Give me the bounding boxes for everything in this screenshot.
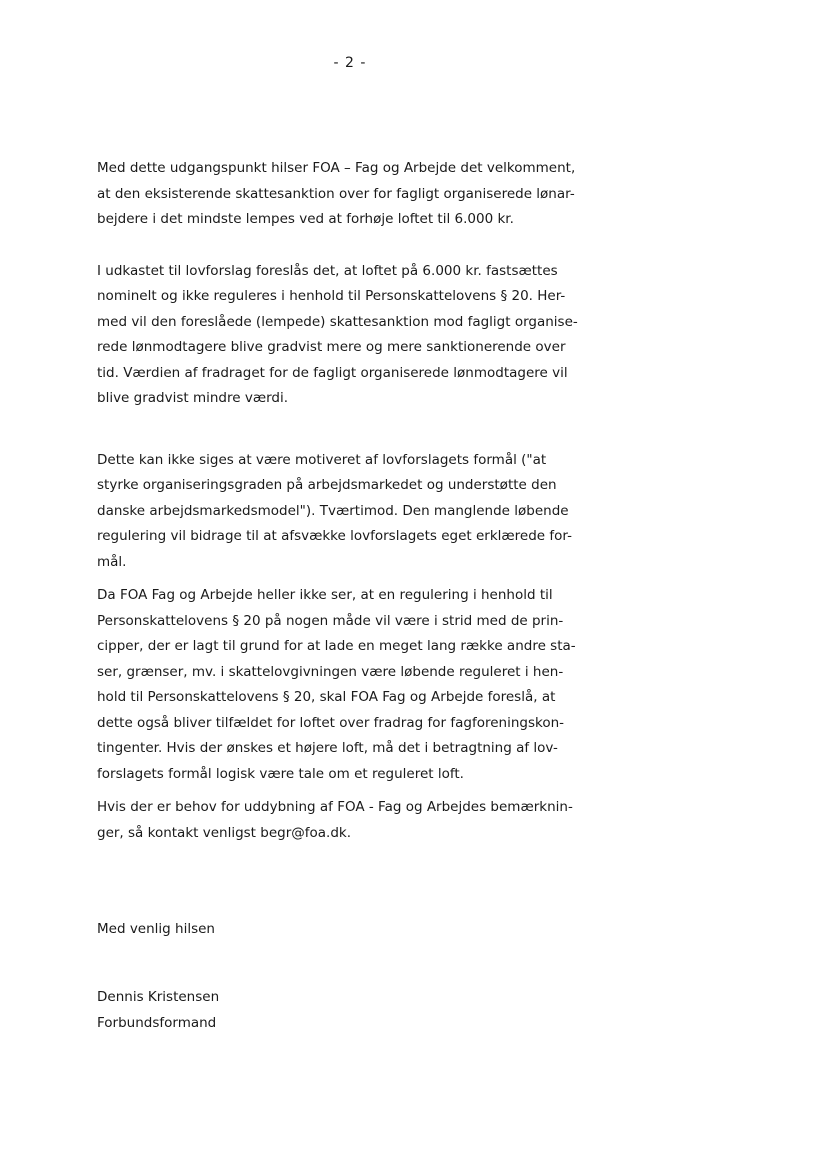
paragraph-4 xyxy=(97,583,617,787)
text-line: regulering vil bidrage til at afsvække lovforslagets eget erklærede for- xyxy=(97,528,572,544)
text-line: at den eksisterende skattesanktion over for fagligt organiserede lønar- xyxy=(97,185,575,202)
page-number: - 2 - xyxy=(333,55,367,71)
text-line: med vil den foreslåede (lempede) skattesanktion mod fagligt organise- xyxy=(97,313,578,330)
text-line: cipper, der er lagt til grund for at lade en meget lang række andre sta- xyxy=(97,638,576,654)
text-line: tid. Værdien af fradraget for de fagligt organiserede lønmodtagere vil xyxy=(97,364,568,381)
text-line: Dette kan ikke siges at være motiveret af lovforslagets formål ("at xyxy=(97,451,547,468)
text-line: forslagets formål logisk være tale om et reguleret loft. xyxy=(97,765,464,782)
letter-body xyxy=(97,156,617,846)
text-line: rede lønmodtagere blive gradvist mere og mere sanktionerende over xyxy=(97,339,566,355)
paragraph-3 xyxy=(97,448,617,576)
paragraph-1 xyxy=(97,156,617,233)
text-line: Hvis der er behov for uddybning af FOA - Fag og Arbejdes bemærknin- xyxy=(97,799,573,815)
text-line: ser, grænser, mv. i skattelovgivningen være løbende reguleret i hen- xyxy=(97,663,564,680)
text-line: nominelt og ikke reguleres i henhold til Personskattelovens § 20. Her- xyxy=(97,288,566,304)
closing-greeting: Med venlig hilsen xyxy=(97,921,215,937)
signatory-title: Forbundsformand xyxy=(97,1014,217,1031)
signature-block xyxy=(97,985,219,1036)
text-line: Personskattelovens § 20 på nogen måde vil være i strid med de prin- xyxy=(97,612,564,629)
text-line: tingenter. Hvis der ønskes et højere loft, må det i betragtning af lov- xyxy=(97,740,558,756)
text-line: danske arbejdsmarkedsmodel"). Tværtimod. Den manglende løbende xyxy=(97,502,569,519)
text-line: ger, så kontakt venligst begr@foa.dk. xyxy=(97,824,352,841)
text-line: blive gradvist mindre værdi. xyxy=(97,390,289,406)
text-line: Da FOA Fag og Arbejde heller ikke ser, at en regulering i henhold til xyxy=(97,587,553,603)
paragraph-5 xyxy=(97,795,617,846)
text-line: dette også bliver tilfældet for loftet over fradrag for fagforeningskon- xyxy=(97,714,565,731)
text-line: I udkastet til lovforslag foreslås det, at loftet på 6.000 kr. fastsættes xyxy=(97,262,558,279)
text-line: hold til Personskattelovens § 20, skal FOA Fag og Arbejde foreslå, at xyxy=(97,689,556,705)
text-line: Med dette udgangspunkt hilser FOA – Fag og Arbejde det velkomment, xyxy=(97,160,576,176)
text-line: styrke organiseringsgraden på arbejdsmarkedet og understøtte den xyxy=(97,477,557,493)
text-line: bejdere i det mindste lempes ved at forhøje loftet til 6.000 kr. xyxy=(97,211,514,227)
text-line: mål. xyxy=(97,553,127,570)
paragraph-2 xyxy=(97,259,617,412)
signatory-name: Dennis Kristensen xyxy=(97,989,220,1005)
